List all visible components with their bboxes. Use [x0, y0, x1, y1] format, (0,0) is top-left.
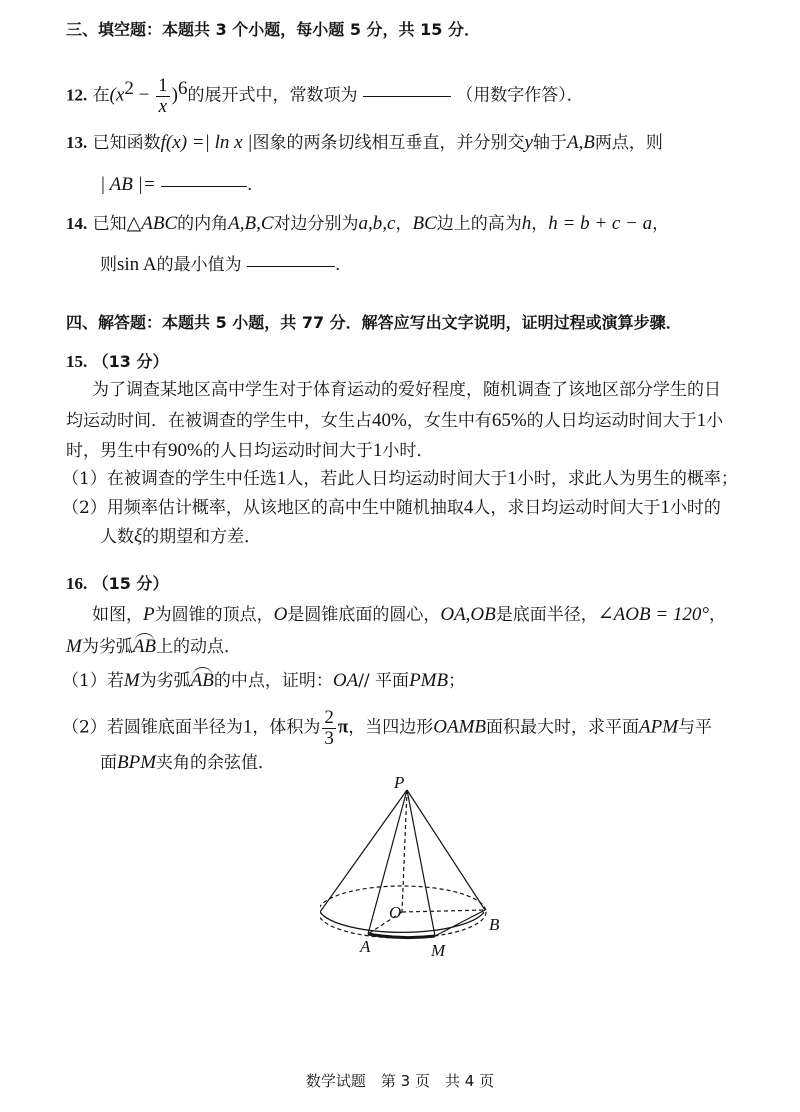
cone-figure	[320, 772, 520, 972]
q13-function: f(x) =| ln x |	[160, 132, 253, 153]
q12-fraction	[156, 76, 170, 116]
sub-label: （1）	[62, 671, 107, 691]
q16-s1-b: 为劣弧	[139, 671, 191, 691]
radius-ob	[402, 910, 485, 912]
frac-numerator: 1	[158, 75, 168, 96]
question-16-heading	[66, 574, 169, 594]
q14-text-2b: 的最小值为	[156, 255, 242, 275]
question-number: 13.	[66, 133, 88, 152]
label-m: M	[431, 941, 446, 960]
q16-bpm: BPM	[117, 752, 157, 773]
q14-sin-a: sin A	[117, 254, 157, 275]
q15-p2-one: 1	[696, 410, 707, 431]
label-o: O	[389, 903, 402, 922]
q16-angle: ∠AOB = 120°	[597, 604, 710, 625]
question-14-line-1	[66, 213, 669, 236]
q16-s1-oa: OA	[332, 670, 359, 691]
q16-pi: π	[337, 716, 349, 738]
section-3-header: 三、填空题：本题共 3 个小题，每小题 5 分，共 15 分．	[66, 20, 480, 39]
question-14-line-2	[100, 254, 340, 277]
q14-end: .	[335, 255, 341, 275]
question-15-heading	[66, 352, 169, 372]
q13-abs-ab: | AB |=	[100, 174, 156, 195]
q16-s2-line2-a: 面	[100, 753, 117, 773]
q16-paragraph-line-2	[66, 636, 241, 659]
sub-label: （2）	[62, 717, 107, 738]
q15-s1-c: 小时，求此人为男生的概率；	[516, 469, 738, 489]
q15-p3-c: 小时．	[382, 441, 434, 461]
q16-s1-e: ；	[448, 671, 466, 691]
frac-numerator: 2	[324, 707, 334, 728]
q14-text-2a: 则	[100, 255, 117, 275]
frac-denominator: x	[158, 96, 168, 117]
q16-s2-d: 面积最大时，求平面	[486, 717, 640, 738]
q15-paragraph-line-1: 为了调查某地区高中学生对于体育运动的爱好程度，随机调查了该地区部分学生的日	[92, 380, 721, 400]
q14-text-b: 的内角	[177, 214, 229, 234]
minor-arc-am	[368, 934, 435, 938]
cone-base-front-arc	[320, 912, 484, 932]
q16-p1-e: ，	[709, 605, 727, 625]
q14-text-g: ，	[652, 214, 670, 234]
q16-s1-m: M	[123, 670, 140, 691]
q13-ab: A,B	[566, 132, 595, 153]
q12-expr-minus: −	[133, 84, 155, 106]
frac-denominator: 3	[324, 728, 334, 749]
q16-s2-a: 若圆锥底面半径为	[106, 717, 243, 738]
q16-p2-b: 上的动点．	[156, 637, 242, 657]
q15-paragraph-line-3	[66, 440, 433, 463]
q15-s2-b: 人，求日均运动时间大于	[473, 498, 661, 518]
q14-text-a: 已知	[92, 214, 127, 234]
answer-blank[interactable]	[161, 185, 247, 187]
label-b: B	[489, 915, 500, 934]
section-4-header: 四、解答题：本题共 5 小题，共 77 分．解答应写出文字说明，证明过程或演算步骤．	[66, 313, 682, 332]
q16-p1-b: 为圆锥的顶点，	[154, 605, 274, 625]
q16-volume-fraction	[322, 708, 336, 748]
cone-left-edge	[320, 790, 407, 912]
q15-p3-pct: 90%	[168, 440, 203, 461]
question-13-line-1	[66, 132, 663, 155]
q16-apm: APM	[639, 716, 679, 738]
q15-s1-one: 1	[276, 468, 287, 489]
q15-subquestion-2-line-2	[100, 526, 261, 549]
q16-subquestion-2-line-2	[100, 752, 275, 775]
q15-s2-four: 4	[463, 497, 474, 518]
label-a: A	[360, 937, 371, 956]
q16-s1-c: 的中点，证明：	[213, 671, 333, 691]
q14-text-d: ，	[395, 214, 413, 234]
q15-p2-pct2: 65%	[491, 410, 527, 431]
q15-s2-one: 1	[660, 497, 670, 518]
page-footer: 数学试题 第 3 页 共 4 页	[305, 1072, 495, 1090]
q14-bc: BC	[412, 213, 437, 234]
q16-s1-pmb: PMB	[409, 670, 449, 691]
answer-blank[interactable]	[247, 265, 335, 267]
q16-p2-a: 为劣弧	[81, 637, 133, 657]
q16-p: P	[143, 604, 155, 625]
q15-s1-b: 人，若此人日均运动时间大于	[286, 469, 508, 489]
q16-s2-b: ，体积为	[252, 717, 321, 738]
q15-p2-c: 的人日均运动时间大于	[526, 411, 697, 431]
q12-expr-pow: 6	[177, 77, 188, 99]
question-12	[66, 76, 584, 116]
q15-subquestion-2	[62, 497, 721, 520]
q12-prefix: 在	[92, 85, 110, 106]
q16-p1-c: 是圆锥底面的圆心，	[287, 605, 441, 625]
q16-subquestion-2	[62, 708, 712, 748]
q12-expr-close: )	[171, 84, 178, 106]
sub-label: （1）	[62, 469, 107, 489]
q14-angles: A,B,C	[228, 213, 274, 234]
q16-s2-e: 与平	[678, 717, 713, 738]
q16-p1-a: 如图，	[92, 605, 143, 625]
points-label: （13 分）	[92, 352, 169, 371]
question-number: 16.	[66, 574, 88, 593]
q12-expr-sq: 2	[124, 77, 134, 99]
question-number: 12.	[66, 85, 88, 105]
q15-p2-pct1: 40%	[372, 410, 407, 431]
q15-s2-line2-a: 人数	[100, 527, 134, 547]
q15-p3-a: 时，男生中有	[66, 441, 168, 461]
q16-p1-d: 是底面半径，	[495, 605, 598, 625]
q14-h: h	[521, 213, 532, 234]
q16-paragraph-line-1	[92, 604, 726, 627]
q13-text-a: 已知函数	[92, 133, 161, 153]
q16-s1-d: // 平面	[358, 671, 410, 691]
q16-s2-line2-b: 夹角的余弦值．	[156, 753, 276, 773]
q15-p2-a: 均运动时间．在被调查的学生中，女生占	[66, 411, 372, 431]
points-label: （15 分）	[92, 574, 169, 593]
q12-text: 的展开式中，常数项为	[187, 85, 358, 106]
q13-end: .	[247, 175, 253, 195]
sub-label: （2）	[62, 498, 107, 518]
q15-xi: ξ	[134, 526, 143, 547]
q13-text-c: 轴于	[532, 133, 567, 153]
q16-oamb: OAMB	[433, 716, 487, 738]
q15-s2-a: 用频率估计概率，从该地区的高中生中随机抽取	[106, 498, 464, 518]
q16-subquestion-1	[62, 670, 465, 693]
q12-text-end: （用数字作答）．	[456, 85, 584, 106]
q13-y: y	[524, 132, 533, 153]
question-number: 14.	[66, 214, 88, 233]
q16-s1-arc-ab: AB	[190, 670, 214, 691]
q15-p3-one: 1	[372, 440, 383, 461]
q15-p3-b: 的人日均运动时间大于	[202, 441, 373, 461]
label-p: P	[394, 773, 405, 792]
q14-equation: h = b + c − a	[548, 213, 653, 234]
q12-expr-base: (x	[109, 84, 125, 106]
q13-text-d: 两点，则	[594, 133, 663, 153]
question-13-line-2	[100, 174, 252, 197]
q16-s2-one: 1	[242, 716, 253, 738]
q16-o: O	[273, 604, 288, 625]
q16-m: M	[66, 636, 82, 657]
q16-oaob: OA,OB	[440, 604, 496, 625]
q14-sides: a,b,c	[358, 213, 396, 234]
q16-arc-ab: AB	[132, 636, 157, 657]
q14-text-f: ，	[531, 214, 549, 234]
q16-s1-a: 若	[106, 671, 124, 691]
q14-text-e: 边上的高为	[436, 214, 522, 234]
question-number: 15.	[66, 352, 88, 371]
q15-subquestion-1	[62, 468, 738, 491]
q16-s2-c: ，当四边形	[348, 717, 434, 738]
q13-text-b: 图象的两条切线相互垂直，并分别交	[252, 133, 525, 153]
answer-blank[interactable]	[363, 95, 451, 97]
q14-triangle: △ABC	[126, 213, 178, 234]
q15-s1-one2: 1	[507, 468, 517, 489]
axis-po	[402, 790, 407, 912]
q15-p2-b: ，女生中有	[406, 411, 492, 431]
q15-s1-a: 在被调查的学生中任选	[106, 469, 277, 489]
q15-s2-c: 小时的	[669, 498, 721, 518]
q15-p2-d: 小	[706, 411, 724, 431]
q15-s2-line2-b: 的期望和方差．	[142, 527, 262, 547]
q14-text-c: 对边分别为	[273, 214, 359, 234]
q15-paragraph-line-2	[66, 410, 723, 433]
